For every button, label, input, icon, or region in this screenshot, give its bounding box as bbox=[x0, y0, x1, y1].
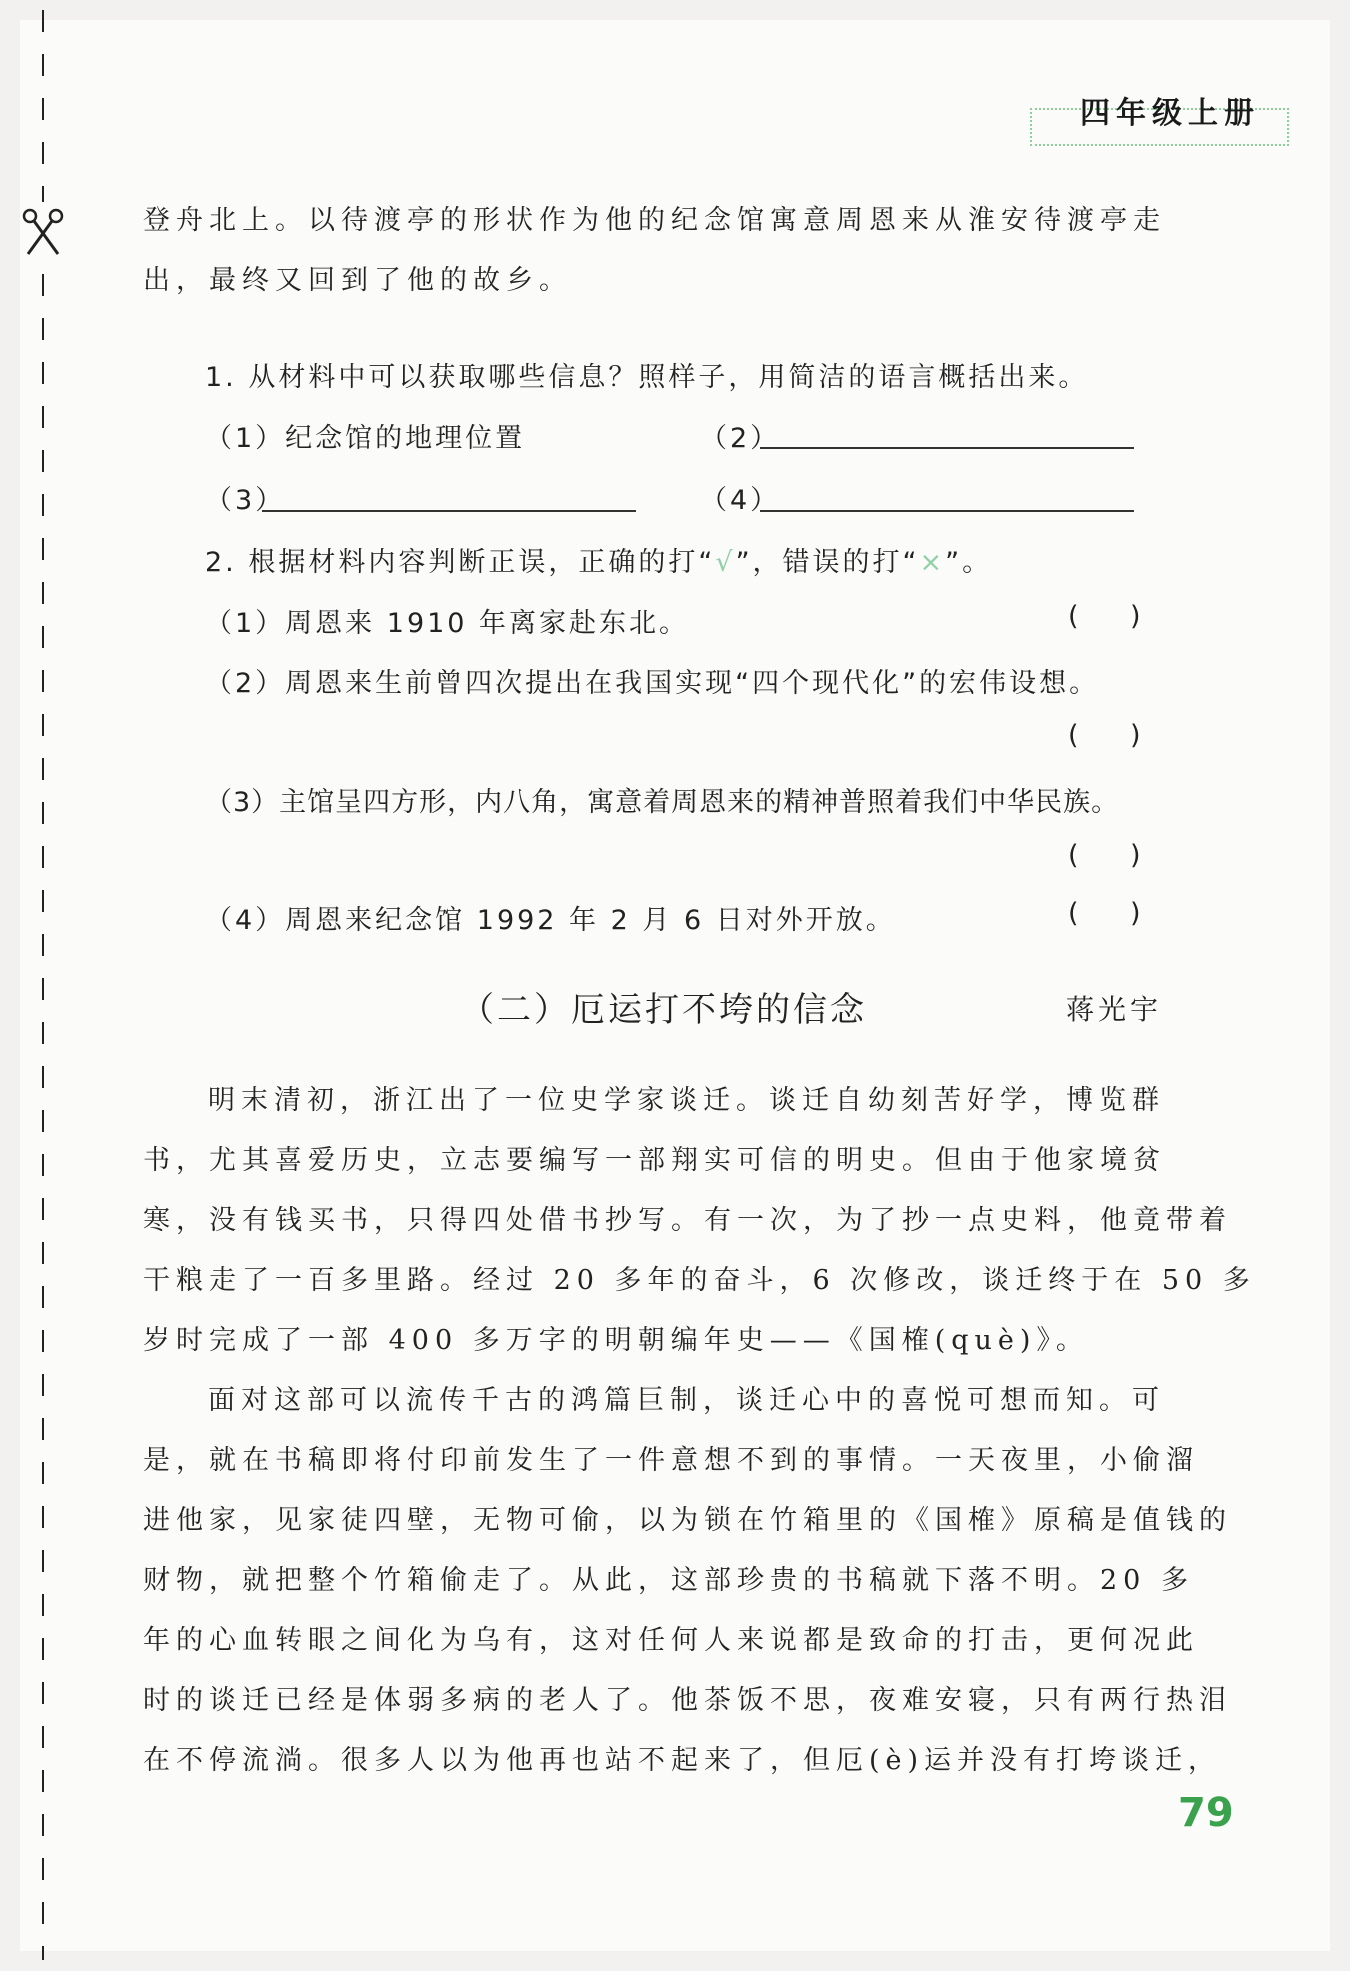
q2-answer-2[interactable]: ( ) bbox=[1068, 720, 1141, 751]
passage-line: 是，就在书稿即将付印前发生了一件意想不到的事情。一天夜里，小偷溜 bbox=[143, 1445, 1199, 1476]
q2-prompt-text-b: ”，错误的打“ bbox=[735, 547, 920, 578]
check-mark-icon: √ bbox=[715, 547, 736, 578]
q1-prompt: 1. 从材料中可以获取哪些信息？照样子，用简洁的语言概括出来。 bbox=[205, 362, 1089, 393]
page-number: 79 bbox=[1178, 1790, 1234, 1836]
cross-mark-icon: × bbox=[919, 547, 946, 578]
passage-line: 干粮走了一百多里路。经过 20 多年的奋斗，6 次修改，谈迁终于在 50 多 bbox=[143, 1265, 1256, 1296]
passage-line: 面对这部可以流传千古的鸿篇巨制，谈迁心中的喜悦可想而知。可 bbox=[208, 1385, 1165, 1416]
passage-title: （二）厄运打不垮的信念 bbox=[460, 990, 867, 1030]
q2-prompt-text-c: ”。 bbox=[945, 547, 993, 578]
q1-item-3-blank[interactable] bbox=[262, 510, 636, 512]
passage-line: 明末清初，浙江出了一位史学家谈迁。谈迁自幼刻苦好学，博览群 bbox=[208, 1085, 1165, 1116]
q2-prompt bbox=[205, 540, 992, 579]
passage-line: 岁时完成了一部 400 多万字的明朝编年史——《国榷(què)》。 bbox=[143, 1325, 1089, 1356]
q2-answer-3[interactable]: ( ) bbox=[1068, 840, 1141, 871]
q2-answer-4[interactable]: ( ) bbox=[1068, 898, 1141, 929]
passage-line: 财物，就把整个竹箱偷走了。从此，这部珍贵的书稿就下落不明。20 多 bbox=[143, 1565, 1194, 1596]
scissors-icon bbox=[20, 202, 68, 262]
passage-line: 时的谈迁已经是体弱多病的老人了。他茶饭不思，夜难安寝，只有两行热泪 bbox=[143, 1685, 1232, 1716]
q1-item-2-blank[interactable] bbox=[760, 447, 1134, 449]
q1-item-4-label: （4） bbox=[700, 485, 781, 516]
material-line-1: 登舟北上。以待渡亭的形状作为他的纪念馆寓意周恩来从淮安待渡亭走 bbox=[143, 205, 1166, 236]
cut-line bbox=[40, 10, 46, 1960]
q1-item-2-label: （2） bbox=[700, 423, 781, 454]
q1-item-3-label: （3） bbox=[205, 485, 286, 516]
q1-item-4-blank[interactable] bbox=[760, 510, 1134, 512]
q2-statement-3: （3）主馆呈四方形，内八角，寓意着周恩来的精神普照着我们中华民族。 bbox=[205, 787, 1120, 818]
passage-author: 蒋光宇 bbox=[1066, 993, 1163, 1026]
q2-statement-4: （4）周恩来纪念馆 1992 年 2 月 6 日对外开放。 bbox=[205, 905, 896, 936]
q2-prompt-text-a: 2. 根据材料内容判断正误，正确的打“ bbox=[205, 547, 716, 578]
grade-label: 四年级上册 bbox=[1080, 96, 1260, 131]
passage-line: 年的心血转眼之间化为乌有，这对任何人来说都是致命的打击，更何况此 bbox=[143, 1625, 1199, 1656]
passage-line: 在不停流淌。很多人以为他再也站不起来了，但厄(è)运并没有打垮谈迁， bbox=[143, 1745, 1222, 1776]
q1-item-1: （1）纪念馆的地理位置 bbox=[205, 423, 526, 454]
q2-answer-1[interactable]: ( ) bbox=[1068, 601, 1141, 632]
passage-line: 寒，没有钱买书，只得四处借书抄写。有一次，为了抄一点史料，他竟带着 bbox=[143, 1205, 1232, 1236]
material-line-2: 出，最终又回到了他的故乡。 bbox=[143, 265, 572, 296]
passage-line: 书，尤其喜爱历史，立志要编写一部翔实可信的明史。但由于他家境贫 bbox=[143, 1145, 1166, 1176]
q2-statement-2: （2）周恩来生前曾四次提出在我国实现“四个现代化”的宏伟设想。 bbox=[205, 668, 1100, 699]
passage-line: 进他家，见家徒四壁，无物可偷，以为锁在竹箱里的《国榷》原稿是值钱的 bbox=[143, 1505, 1232, 1536]
q2-statement-1: （1）周恩来 1910 年离家赴东北。 bbox=[205, 608, 690, 639]
